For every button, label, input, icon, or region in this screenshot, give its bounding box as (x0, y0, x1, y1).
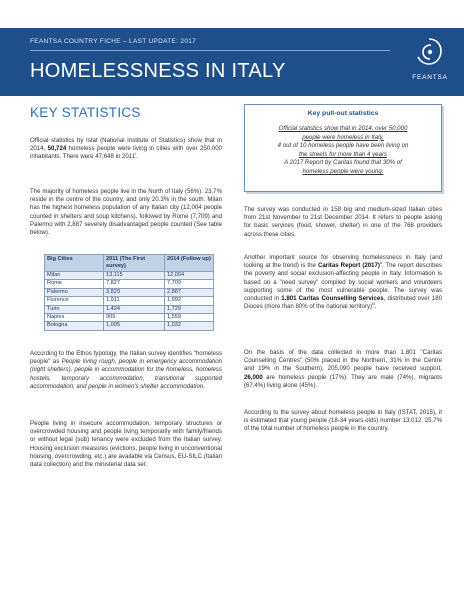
text-run: . (136, 153, 138, 161)
table-cell: 1,424 (104, 305, 165, 313)
pullout-line: homeless people were young. (302, 167, 384, 175)
table-row (45, 280, 214, 288)
table-cell: 7,827 (104, 280, 165, 288)
page-title: HOMELESSNESS IN ITALY (30, 60, 286, 82)
header-banner (0, 28, 464, 96)
table-cell: Florence (45, 297, 104, 305)
highlight-figure: 26,000 (244, 373, 263, 381)
table-cell: Bologna (45, 322, 104, 330)
text-run: homeless people were living in cities with over 250,000 inhabitants. There were 47,648 in 2011 (30, 145, 222, 161)
table-header-row (45, 255, 214, 272)
pullout-title: Key pull-out statistics (307, 110, 379, 117)
paragraph-exclusions: People living in insecure accommodation, temporary structures or overcrowded housing and people living temporarily with family/friends or without legal (sub) tenancy were excluded from the Italian survey. Housing exclusion measures (evictions, people living in unconventional housing, overcrowding, etc.) are available via Census, EU-SILC (Italian data collection) and the ministerial data set. (30, 420, 222, 469)
table-row (45, 305, 214, 313)
pullout-line: A 2017 Report by Caritas found that 30% of (284, 159, 402, 167)
table-cell: 1,729 (165, 305, 214, 313)
table-row (45, 288, 214, 296)
text-run: are homeless people (17%). They are male (74%), migrants (67,4%) living alone (45%). (244, 373, 442, 389)
column-header: 2011 (The First survey) (104, 255, 165, 272)
table-cell: Milan (45, 272, 104, 280)
table-cell: 1,992 (165, 297, 214, 305)
text-run: On the basis of the data collected in more than 1.801 "Caritas Counselling Centres" (50% placed in the Northern, 31% in the Centre and 19% in the Southern), 205,090 people have received support, (244, 349, 442, 373)
table-cell: 1,911 (104, 297, 165, 305)
report-name: Caritas Report (2017) (317, 262, 380, 270)
table-cell: 3,829 (104, 288, 165, 296)
text-run: , distributed over 180 Dioces (more than 80% of the national territory) (244, 295, 442, 311)
paragraph-ethos-typology (30, 350, 222, 391)
table-cell: Rome (45, 280, 104, 288)
footnote-marker: ii (379, 260, 382, 266)
table-cell: 13,115 (104, 272, 165, 280)
table-cell: Palermo (45, 288, 104, 296)
highlight-figure: 50,724 (47, 145, 67, 153)
column-header: 2014 (Follow up) (165, 255, 214, 272)
footnote-marker: i (135, 151, 137, 157)
fiche-label: FEANTSA COUNTRY FICHE – LAST UPDATE: 2017 (30, 38, 197, 45)
table-row (45, 314, 214, 322)
table-cell: 1,032 (165, 322, 214, 330)
header-divider (30, 50, 390, 51)
text-run: . (203, 382, 205, 390)
logo-wordmark: FEANTSA (412, 74, 448, 81)
pullout-line: Official statistics show that in 2014, over 50,000 (278, 125, 408, 132)
table-cell: Naples (45, 314, 104, 322)
pullout-line: people were homeless in Italy. (302, 133, 384, 141)
table-cell: 1,559 (165, 314, 214, 322)
feantsa-logo-icon (414, 36, 444, 68)
paragraph-official-statistics (30, 137, 222, 162)
cities-table (44, 254, 214, 331)
pullout-line: 4 out of 10 homeless people have been living on (277, 142, 409, 150)
table-row (45, 322, 214, 330)
table-cell: 12,004 (165, 272, 214, 280)
text-run: Another important source for observing homelessness in Italy (and looking at the trend) is the (244, 254, 442, 270)
pullout-body (253, 125, 433, 177)
table-row (45, 272, 214, 280)
text-run: According to the Ethos typology, the Italian survey identifies "homeless people" as (30, 350, 222, 366)
table-cell: 7,709 (165, 280, 214, 288)
table-row (45, 297, 214, 305)
footnote-marker: iii (372, 301, 375, 307)
table-cell: 909 (104, 314, 165, 322)
table-cell: 2,887 (165, 288, 214, 296)
services-count: 1.801 Caritas Counselling Services (281, 295, 384, 303)
text-run: Official statistics by Istat (National Institute of Statistics) show that in 2014, (30, 137, 222, 153)
paragraph-survey-scope: The survey was conducted in 158 big and medium-sized Italian cities from 21st November to 21st December 2014. It refers to people asking for basic services (food, shower, shelter) in one of the 768 providers across these cities. (244, 206, 442, 238)
italic-definition: People living rough, people in emergency accommodation (night shelters), people in accommodation for the homeless, homeless hostels, temporary accommodation, transitional supported accommodation, and people in women's shelter accommodation (30, 358, 222, 390)
column-header: Big Cities (45, 255, 104, 272)
feantsa-logo (404, 36, 456, 90)
table-cell: Turin (45, 305, 104, 313)
pullout-box (244, 104, 442, 192)
table-cell: 1,005 (104, 322, 165, 330)
pullout-line: the streets for more than 4 years (298, 150, 388, 158)
section-title: KEY STATISTICS (30, 105, 141, 120)
paragraph-caritas-report (244, 254, 442, 311)
paragraph-regional-distribution: The majority of homeless people live in the North of Italy (56%). 23.7% reside in the centre of the country, and only 20.3% in the south. Milan has the highest homeless population of any Italian city (12,004 people counted in shelters and soup kitchens), followed by Rome (7,709) and Palermo with 2,887 severely disadvantaged people counted (See table below). (30, 188, 222, 237)
text-run: . (374, 303, 377, 311)
text-run: . The report describes the poverty and social exclusion-affecting people in Italy. Information is based on a "need survey" compiled by social workers and volunteers supporting some of the most vulnerable people. The survey was conducted in (244, 262, 442, 303)
paragraph-caritas-data (244, 349, 442, 390)
paragraph-young-people: According to the survey about homeless people in Italy (ISTAT, 2015), it is estimated that young people (18-34 years olds) number 13.012, 25.7% of the total number of homeless people in the country. (244, 409, 442, 433)
